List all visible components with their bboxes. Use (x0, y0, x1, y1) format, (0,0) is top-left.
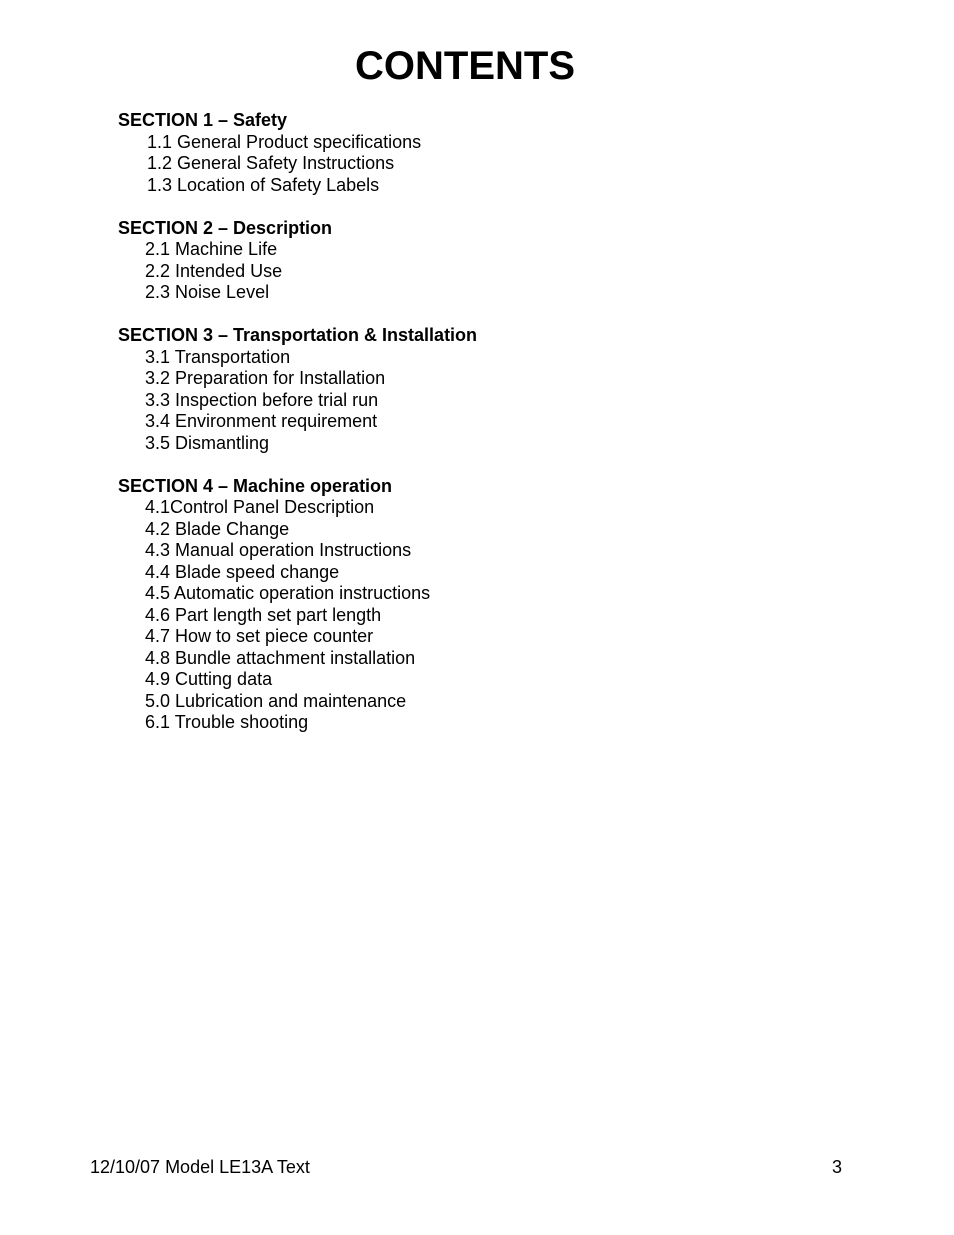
toc-item: 4.8 Bundle attachment installation (145, 647, 416, 668)
toc-item: 4.2 Blade Change (145, 518, 290, 539)
toc-item: 3.5 Dismantling (145, 432, 270, 453)
section-heading: SECTION 2 – Description (118, 217, 333, 238)
toc-section-1 (118, 110, 818, 196)
toc-item: 3.2 Preparation for Installation (145, 368, 386, 388)
toc-item: 4.6 Part length set part length (145, 604, 382, 625)
footer-model-text: 12/10/07 Model LE13A Text (90, 1157, 310, 1177)
toc-item: 4.1Control Panel Description (145, 497, 375, 517)
page-number: 3 (831, 1157, 842, 1177)
toc-item: 4.4 Blade speed change (145, 561, 340, 582)
toc-item: 2.2 Intended Use (145, 260, 283, 281)
toc-item: 1.3 Location of Safety Labels (147, 174, 380, 195)
toc-item: 6.1 Trouble shooting (145, 712, 309, 732)
toc-item: 1.2 General Safety Instructions (147, 153, 395, 173)
toc-section-2 (118, 218, 818, 304)
page-title: CONTENTS (355, 44, 575, 88)
section-heading: SECTION 1 – Safety (118, 110, 288, 130)
toc-item: 4.7 How to set piece counter (145, 626, 374, 646)
toc-item: 2.3 Noise Level (145, 282, 270, 302)
toc-section-4 (118, 476, 818, 734)
table-of-contents (118, 110, 818, 755)
toc-item: 4.5 Automatic operation instructions (145, 583, 431, 603)
toc-item: 3.1 Transportation (145, 346, 291, 367)
toc-item: 2.1 Machine Life (145, 239, 278, 259)
toc-section-3 (118, 325, 818, 454)
section-heading: SECTION 3 – Transportation & Installation (118, 325, 478, 345)
section-heading: SECTION 4 – Machine operation (118, 475, 393, 496)
toc-item: 5.0 Lubrication and maintenance (145, 690, 407, 711)
toc-item: 3.3 Inspection before trial run (145, 389, 379, 410)
toc-item: 1.1 General Product specifications (147, 131, 422, 152)
toc-item: 3.4 Environment requirement (145, 411, 378, 431)
toc-item: 4.3 Manual operation Instructions (145, 540, 412, 560)
toc-item: 4.9 Cutting data (145, 669, 273, 689)
